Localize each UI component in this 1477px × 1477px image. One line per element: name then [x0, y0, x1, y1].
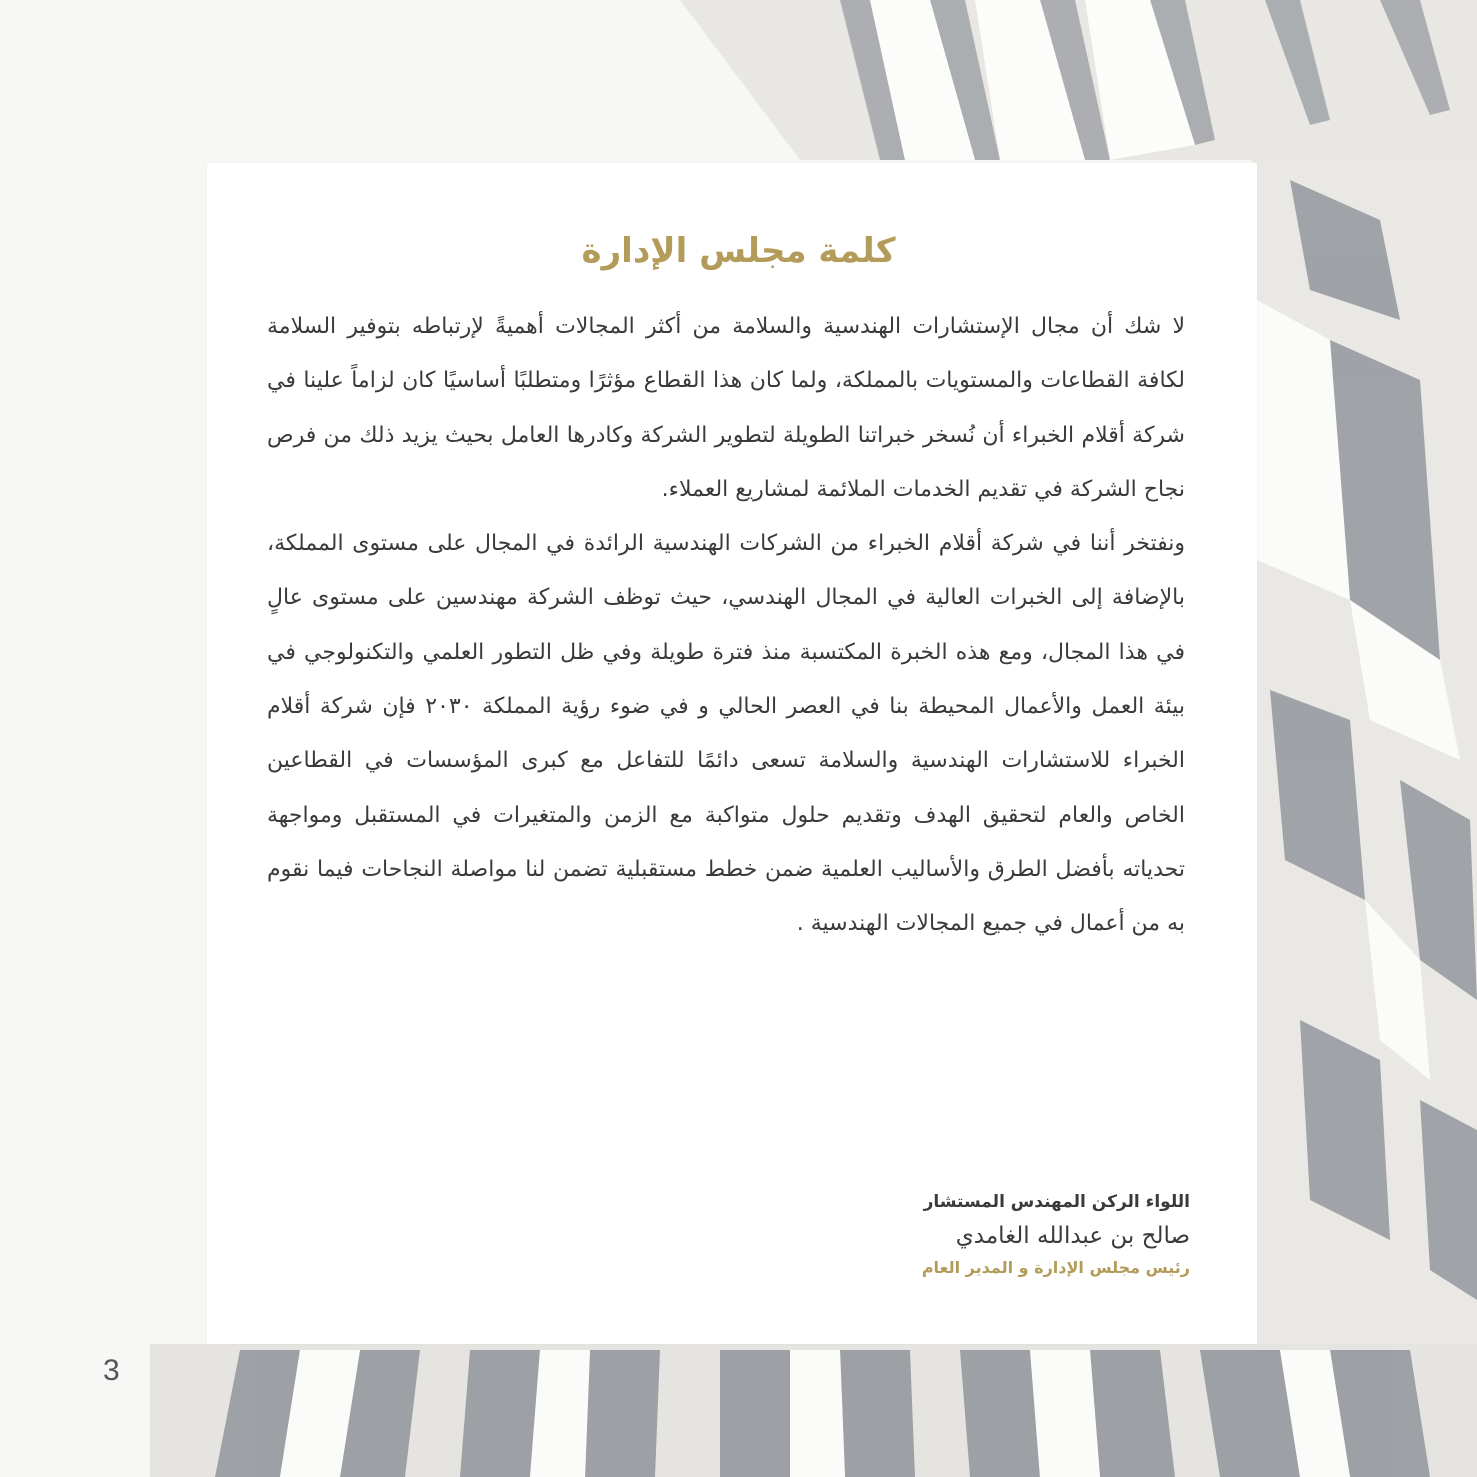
page-number: 3: [103, 1354, 120, 1387]
message-paragraph-2: ونفتخر أننا في شركة أقلام الخبراء من الشركات الهندسية الرائدة في المجال على مستوى المملكة، بالإضافة إلى الخبرات العالية في المجال الهندسي، حيث توظف الشركة مهندسين على مستوى عالٍ في هذا المجال، ومع هذه الخبرة المكتسبة منذ فترة طويلة وفي ظل التطور العلمي والتكنولوجي في بيئة العمل والأعمال المحيطة بنا في العصر الحالي و في ضوء رؤية المملكة ٢٠٣٠ فإن شركة أقلام الخبراء للاستشارات الهندسية والسلامة تسعى دائمًا للتفاعل مع كبرى المؤسسات في القطاعين الخاص والعام لتحقيق الهدف وتقديم حلول متواكبة مع الزمن والمتغيرات في المستقبل ومواجهة تحدياته بأفضل الطرق والأساليب العلمية ضمن خطط مستقبلية تضمن لنا مواصلة النجاحات فيما نقوم به من أعمال في جميع المجالات الهندسية .: [267, 531, 1186, 937]
page-title: كلمة مجلس الإدارة: [581, 231, 896, 271]
signatory-rank: اللواء الركن المهندس المستشار: [923, 1192, 1190, 1212]
signatory-name: صالح بن عبدالله الغامدي: [955, 1223, 1190, 1249]
board-message: [267, 300, 1185, 952]
signature-block: [590, 1187, 1190, 1281]
signatory-role: رئيس مجلس الإدارة و المدير العام: [921, 1258, 1190, 1277]
message-paragraph-1: لا شك أن مجال الإستشارات الهندسية والسلامة من أكثر المجالات أهميةً لإرتباطه بتوفير السلامة لكافة القطاعات والمستويات بالمملكة، ولما كان هذا القطاع مؤثرًا ومتطلبًا أساسيًا كان لزاماً علينا في شركة أقلام الخبراء أن نُسخر خبراتنا الطويلة لتطوير الشركة وكادرها العامل بحيث يزيد ذلك من فرص نجاح الشركة في تقديم الخدمات الملائمة لمشاريع العملاء.: [267, 314, 1185, 502]
